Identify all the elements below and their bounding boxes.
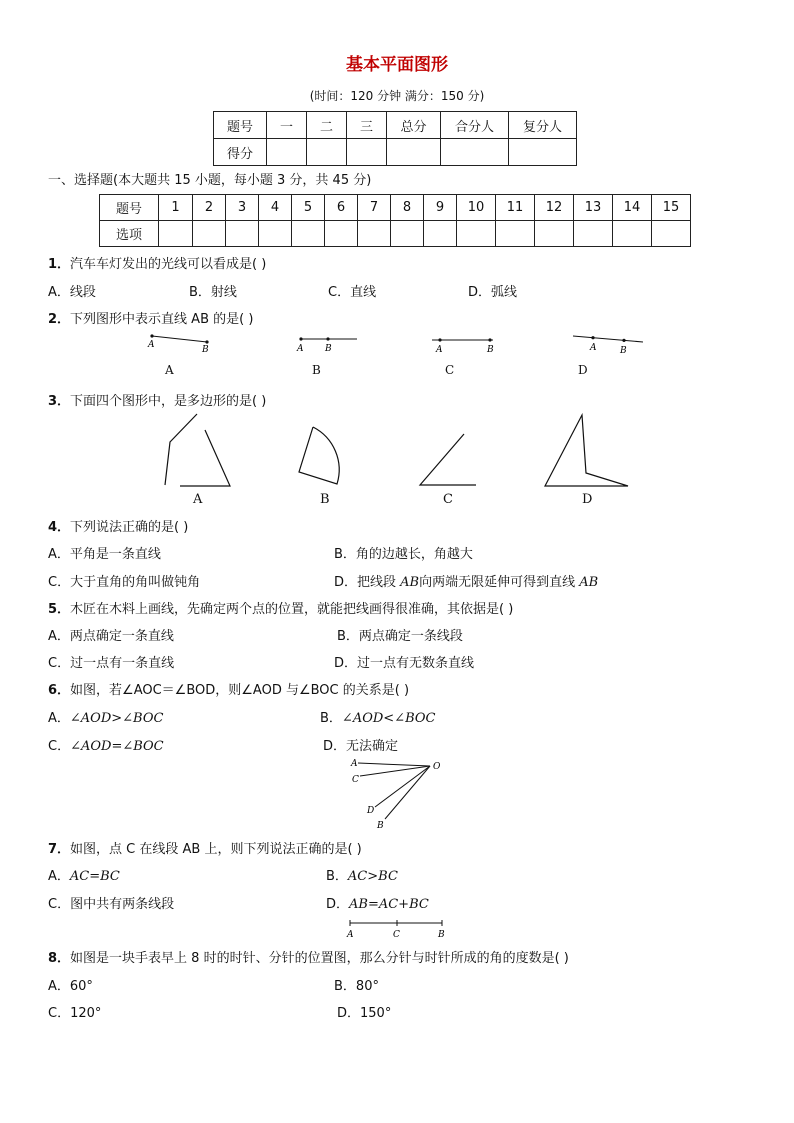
answer-number-cell: 10 [457, 195, 496, 221]
answer-number-cell: 9 [424, 195, 457, 221]
question-number: 2． [48, 312, 71, 327]
q2-figure-d-point [591, 336, 594, 339]
score-table [213, 111, 577, 166]
q2-figures [0, 326, 794, 362]
question-stem: 下列说法正确的是( ) [70, 520, 189, 535]
option-a[interactable] [48, 707, 163, 726]
answer-number-cell: 5 [292, 195, 325, 221]
answer-number-cell: 2 [193, 195, 226, 221]
answer-cell[interactable] [292, 221, 325, 247]
question-1 [48, 253, 266, 272]
q2-label-b: B [487, 345, 494, 355]
question-6 [48, 679, 409, 698]
q3-figure-d-polygon [545, 415, 628, 486]
answer-cell[interactable] [325, 221, 358, 247]
option-prefix: A． [48, 711, 70, 726]
answer-number-cell: 11 [496, 195, 535, 221]
question-number: 3． [48, 394, 71, 409]
score-header-cell: 复分人 [509, 112, 577, 139]
option-prefix: A． [48, 869, 70, 884]
option-d[interactable]: D．无法确定 [323, 739, 399, 754]
q6-label-b: B [377, 821, 384, 831]
answer-number-cell: 7 [358, 195, 391, 221]
answer-number-cell: 6 [325, 195, 358, 221]
score-header-cell: 三 [347, 112, 387, 139]
q2-figure-d-line [573, 336, 643, 342]
option-b[interactable]: B．两点确定一条线段 [337, 629, 463, 644]
option-b[interactable] [320, 707, 435, 726]
answer-cell[interactable] [652, 221, 691, 247]
q3-caption-a: A [193, 492, 203, 507]
answer-cell[interactable] [535, 221, 574, 247]
q2-caption-b: B [312, 363, 321, 377]
option-c[interactable]: C．过一点有一条直线 [48, 656, 175, 671]
score-cell[interactable] [509, 139, 577, 166]
score-cell[interactable] [307, 139, 347, 166]
score-cell[interactable] [441, 139, 509, 166]
option-expression: ∠AOD<∠BOC [341, 711, 436, 726]
score-row-label: 得分 [214, 139, 267, 166]
question-number: 7． [48, 842, 71, 857]
question-2 [48, 308, 253, 327]
exam-subtitle: (时间：120 分钟 满分：150 分) [309, 89, 485, 103]
option-a[interactable] [48, 865, 120, 884]
q2-figure-a-segment [152, 336, 207, 342]
option-c[interactable] [48, 735, 164, 754]
q2-label-a: A [590, 343, 597, 353]
answer-cell[interactable] [424, 221, 457, 247]
option-d-text: 向两端无限延伸可得到直线 [419, 575, 580, 590]
option-c[interactable]: C．大于直角的角叫做钝角 [48, 575, 201, 590]
answer-cell[interactable] [159, 221, 193, 247]
answer-cell[interactable] [391, 221, 424, 247]
answer-cell[interactable] [457, 221, 496, 247]
option-d-prefix: D．把线段 [334, 575, 401, 590]
score-cell[interactable] [267, 139, 307, 166]
option-d[interactable] [334, 571, 598, 590]
q6-ray-od [375, 766, 430, 807]
q6-ray-oc [360, 766, 430, 776]
q2-figure-a-point [205, 340, 208, 343]
q6-ray-ob [385, 766, 430, 819]
score-header-cell: 一 [267, 112, 307, 139]
q6-ray-oa [358, 763, 430, 766]
question-stem: 下列图形中表示直线 AB 的是( ) [70, 312, 254, 327]
score-header-cell: 题号 [214, 112, 267, 139]
answer-table [99, 194, 691, 247]
q2-figure-d-point [622, 339, 625, 342]
q2-label-b: B [325, 344, 332, 354]
score-cell[interactable] [387, 139, 441, 166]
answer-cell[interactable] [226, 221, 259, 247]
section-heading: 一、选择题(本大题共 15 小题，每小题 3 分，共 45 分) [48, 173, 372, 188]
option-prefix: C． [48, 739, 71, 754]
answer-row-label: 题号 [100, 195, 159, 221]
option-expression: ∠AOD>∠BOC [69, 711, 164, 726]
q3-figure-a [180, 430, 230, 486]
question-7 [48, 838, 362, 857]
option-d[interactable] [326, 893, 429, 912]
question-8 [48, 947, 569, 966]
answer-number-cell: 12 [535, 195, 574, 221]
q2-caption-a: A [165, 363, 174, 377]
q2-label-b: B [202, 345, 209, 355]
question-stem: 下面四个图形中，是多边形的是( ) [70, 394, 267, 409]
q7-label-a: A [347, 930, 354, 940]
score-header-cell: 合分人 [441, 112, 509, 139]
q2-figure-b-point [299, 337, 302, 340]
option-b[interactable]: B．角的边越长，角越大 [334, 547, 473, 562]
q3-figure-a [165, 414, 197, 485]
q3-caption-b: B [320, 492, 330, 507]
answer-cell[interactable] [574, 221, 613, 247]
q2-figure-c-point [438, 338, 441, 341]
answer-number-cell: 15 [652, 195, 691, 221]
q6-label-d: D [367, 806, 375, 816]
answer-cell[interactable] [358, 221, 391, 247]
question-stem: 如图是一块手表早上 8 时的时针、分针的位置图，那么分针与时针所成的角的度数是( ) [70, 951, 569, 966]
q3-figures [0, 410, 794, 492]
option-prefix: D． [326, 897, 350, 912]
question-number: 1． [48, 257, 71, 272]
option-b[interactable]: B．射线 [189, 285, 237, 300]
question-number: 4． [48, 520, 71, 535]
option-expression: ∠AOD=∠BOC [70, 739, 164, 754]
option-d[interactable]: D．弧线 [468, 285, 518, 300]
answer-cell[interactable] [496, 221, 535, 247]
option-b[interactable]: B．80° [334, 979, 379, 994]
question-stem: 如图，点 C 在线段 AB 上，则下列说法正确的是( ) [70, 842, 362, 857]
q7-label-b: B [438, 930, 445, 940]
option-a[interactable]: A．平角是一条直线 [48, 547, 161, 562]
page-title: 基本平面图形 [346, 55, 448, 75]
q2-caption-c: C [445, 363, 455, 377]
question-4 [48, 516, 188, 535]
option-expression: AC=BC [69, 869, 120, 884]
question-number: 8． [48, 951, 71, 966]
q6-label-c: C [352, 775, 359, 785]
answer-number-cell: 13 [574, 195, 613, 221]
q7-segment-figure [340, 915, 452, 941]
question-3 [48, 390, 266, 409]
option-a[interactable]: A．线段 [48, 285, 96, 300]
q2-label-b: B [620, 346, 627, 356]
q3-figure-b-sector [299, 427, 339, 484]
answer-number-cell: 8 [391, 195, 424, 221]
question-stem: 如图，若∠AOC＝∠BOD，则∠AOD 与∠BOC 的关系是( ) [70, 683, 410, 698]
option-expression: AB=AC+BC [349, 897, 429, 912]
segment-label: AB [400, 575, 420, 590]
q7-label-c: C [393, 930, 400, 940]
q3-caption-c: C [443, 492, 453, 507]
option-c[interactable]: C．120° [48, 1006, 102, 1021]
option-expression: AC>BC [347, 869, 398, 884]
question-stem: 汽车车灯发出的光线可以看成是( ) [70, 257, 267, 272]
answer-cell[interactable] [193, 221, 226, 247]
answer-cell[interactable] [259, 221, 292, 247]
option-a[interactable]: A．60° [48, 979, 93, 994]
option-a[interactable]: A．两点确定一条直线 [48, 629, 174, 644]
q3-figure-c-angle [420, 434, 476, 485]
option-d[interactable]: D．150° [337, 1006, 392, 1021]
question-5 [48, 598, 513, 617]
score-header-cell: 二 [307, 112, 347, 139]
q2-label-a: A [297, 344, 304, 354]
q6-label-a: A [351, 759, 358, 769]
score-header-cell: 总分 [387, 112, 441, 139]
answer-number-cell: 1 [159, 195, 193, 221]
q2-label-a: A [148, 340, 155, 350]
q2-label-a: A [436, 345, 443, 355]
option-prefix: B． [326, 869, 348, 884]
answer-number-cell: 4 [259, 195, 292, 221]
option-c[interactable]: C．直线 [328, 285, 377, 300]
q2-caption-d: D [578, 363, 588, 377]
segment-label: AB [579, 575, 599, 590]
q6-label-o: O [433, 762, 441, 772]
question-number: 6． [48, 683, 71, 698]
q3-caption-d: D [582, 492, 593, 507]
answer-number-cell: 14 [613, 195, 652, 221]
q2-figure-c-point [488, 338, 491, 341]
answer-number-cell: 3 [226, 195, 259, 221]
answer-cell[interactable] [613, 221, 652, 247]
option-d[interactable]: D．过一点有无数条直线 [334, 656, 475, 671]
answer-row-label: 选项 [100, 221, 159, 247]
q2-figure-b-point [326, 337, 329, 340]
question-number: 5． [48, 602, 71, 617]
score-cell[interactable] [347, 139, 387, 166]
option-b[interactable] [326, 865, 398, 884]
option-prefix: B． [320, 711, 342, 726]
option-c[interactable]: C．图中共有两条线段 [48, 897, 175, 912]
q6-angle-figure [340, 755, 450, 833]
question-stem: 木匠在木料上画线，先确定两个点的位置，就能把线画得很准确，其依据是( ) [70, 602, 514, 617]
q2-figure-a-point [150, 334, 153, 337]
